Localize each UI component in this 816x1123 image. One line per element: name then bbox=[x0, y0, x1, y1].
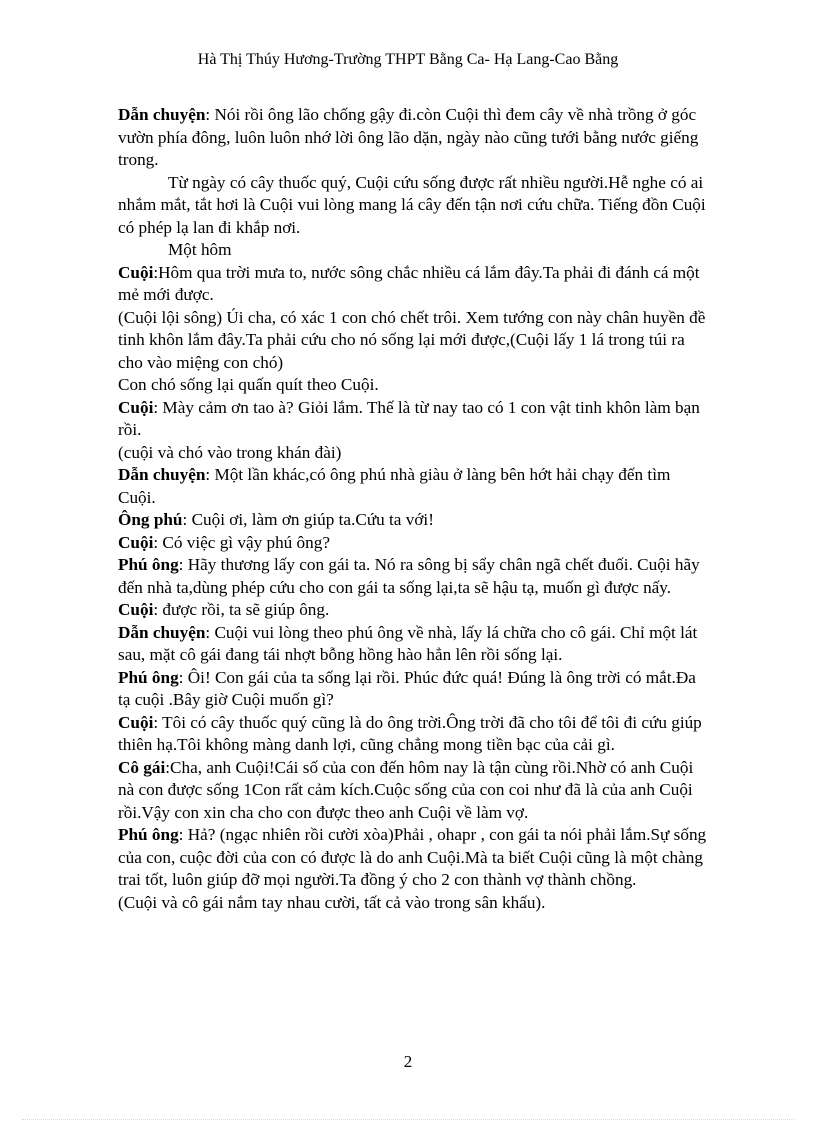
speaker-label: Cuội bbox=[118, 532, 154, 552]
script-body bbox=[118, 104, 708, 914]
paragraph bbox=[118, 532, 708, 555]
paragraph bbox=[118, 262, 708, 307]
speaker-label: Dẫn chuyện bbox=[118, 622, 206, 642]
speaker-separator: : bbox=[165, 757, 171, 777]
speaker-separator: : bbox=[205, 105, 211, 124]
speaker-separator: : bbox=[205, 465, 211, 484]
speaker-label: Cuội bbox=[118, 712, 154, 732]
speaker-separator: : bbox=[153, 532, 159, 552]
paragraph bbox=[118, 667, 708, 712]
speaker-separator: : bbox=[153, 397, 159, 417]
speaker-label: Phú ông bbox=[118, 555, 179, 574]
paragraph bbox=[118, 824, 708, 892]
paragraph-text: Hãy thương lấy con gái ta. Nó ra sông bị sẩy chân ngã chết đuối. Cuội hãy đến nhà ta,dùng phép cứu cho con gái ta sống lại,ta sẽ hậu tạ, muốn gì được nấy. bbox=[118, 555, 700, 597]
speaker-label: Dẫn chuyện bbox=[118, 105, 206, 124]
speaker-label: Phú ông bbox=[118, 667, 179, 687]
page-number: 2 bbox=[403, 1052, 413, 1071]
speaker-separator: : bbox=[178, 555, 184, 574]
page-bottom-divider bbox=[22, 1119, 794, 1120]
speaker-separator: : bbox=[153, 600, 159, 619]
paragraph bbox=[118, 239, 708, 262]
paragraph-text: Hôm qua trời mưa to, nước sông chắc nhiều cá lắm đây.Ta phải đi đánh cá một mẻ mới được. bbox=[118, 262, 700, 304]
paragraph-text: (Cuội và cô gái nắm tay nhau cười, tất cả vào trong sân khấu). bbox=[118, 892, 546, 912]
paragraph-text: Ôi! Con gái của ta sống lại rồi. Phúc đức quá! Đúng là ông trời có mắt.Đa tạ cuội .Bây giờ Cuội muốn gì? bbox=[118, 667, 696, 709]
paragraph bbox=[118, 172, 708, 240]
paragraph-text: Hả? (ngạc nhiên rồi cười xòa)Phải , ohapr , con gái ta nói phải lắm.Sự sống của con, cuộc đời của con có được là do anh Cuội.Mà ta biết Cuội cũng là một chàng trai tốt, luôn giúp đỡ mọi người.Ta đồng ý cho 2 con thành vợ thành chồng. bbox=[118, 825, 707, 889]
paragraph-text: (cuội và chó vào trong khán đài) bbox=[118, 442, 342, 462]
paragraph bbox=[118, 712, 708, 757]
speaker-label: Cuội bbox=[118, 397, 154, 417]
paragraph bbox=[118, 892, 708, 915]
page-header: Hà Thị Thúy Hương-Trường THPT Bằng Ca- Hạ Lang-Cao Bằng bbox=[197, 51, 619, 68]
paragraph-text: Một hôm bbox=[168, 240, 232, 259]
paragraph bbox=[118, 509, 708, 532]
speaker-label: Cuội bbox=[118, 600, 154, 619]
paragraph-text: Nói rồi ông lão chống gậy đi.còn Cuội thì đem cây về nhà trồng ở góc vườn phía đông, luôn luôn nhớ lời ông lão dặn, ngày nào cũng tưới bằng nước giếng trong. bbox=[118, 105, 699, 169]
speaker-label: Dẫn chuyện bbox=[118, 465, 206, 484]
speaker-separator: : bbox=[153, 712, 159, 732]
paragraph-text: Cuội ơi, làm ơn giúp ta.Cứu ta với! bbox=[187, 510, 434, 529]
paragraph-text: Tôi có cây thuốc quý cũng là do ông trời.Ông trời đã cho tôi để tôi đi cứu giúp thiên hạ.Tôi không màng danh lợi, cũng chẳng mong tiền bạc của cải gì. bbox=[118, 712, 702, 754]
speaker-label: Ông phú bbox=[118, 510, 183, 529]
speaker-separator: : bbox=[178, 825, 184, 844]
paragraph-text: Mày cảm ơn tao à? Giỏi lắm. Thế là từ nay tao có 1 con vật tinh khôn làm bạn rồi. bbox=[118, 397, 700, 439]
paragraph-text: Từ ngày có cây thuốc quý, Cuội cứu sống được rất nhiều người.Hễ nghe có ai nhắm mắt, tắt hơi là Cuội vui lòng mang lá cây đến tận nơi cứu chữa. Tiếng đồn Cuội có phép lạ lan đi khắp nơi. bbox=[118, 172, 706, 237]
paragraph bbox=[118, 104, 708, 172]
paragraph-text: Cuội vui lòng theo phú ông về nhà, lấy lá chữa cho cô gái. Chỉ một lát sau, mặt cô gái đang tái nhợt bỗng hồng hào hẳn lên rồi sống lại. bbox=[118, 622, 698, 664]
paragraph-text: (Cuội lội sông) Úi cha, có xác 1 con chó chết trôi. Xem tướng con này chân huyền đề tinh khôn lắm đây.Ta phải cứu cho nó sống lại mới được,(Cuội lấy 1 lá trong túi ra cho vào miệng con chó) bbox=[118, 307, 706, 372]
paragraph-text: Có việc gì vậy phú ông? bbox=[158, 532, 330, 552]
paragraph-text: được rồi, ta sẽ giúp ông. bbox=[158, 600, 330, 619]
speaker-separator: : bbox=[178, 667, 184, 687]
paragraph-text: Con chó sống lại quấn quít theo Cuội. bbox=[118, 375, 379, 394]
paragraph bbox=[118, 464, 708, 509]
speaker-separator: : bbox=[182, 510, 188, 529]
paragraph bbox=[118, 554, 708, 599]
paragraph bbox=[118, 374, 708, 397]
paragraph bbox=[118, 397, 708, 442]
speaker-label: Cô gái bbox=[118, 757, 166, 777]
speaker-label: Phú ông bbox=[118, 825, 179, 844]
speaker-separator: : bbox=[153, 262, 159, 282]
paragraph bbox=[118, 307, 708, 375]
speaker-label: Cuội bbox=[118, 262, 154, 282]
paragraph bbox=[118, 757, 708, 825]
paragraph-text: Một lần khác,có ông phú nhà giàu ở làng bên hớt hải chạy đến tìm Cuội. bbox=[118, 465, 671, 507]
paragraph-text: Cha, anh Cuội!Cái số của con đến hôm nay là tận cùng rồi.Nhờ có anh Cuội nà con được sống 1Con rất cảm kích.Cuộc sống của con coi như đã là của anh Cuội rồi.Vậy con xin cha cho con được theo anh Cuội về làm vợ. bbox=[118, 757, 694, 822]
paragraph bbox=[118, 599, 708, 622]
paragraph bbox=[118, 622, 708, 667]
speaker-separator: : bbox=[205, 622, 211, 642]
paragraph bbox=[118, 442, 708, 465]
